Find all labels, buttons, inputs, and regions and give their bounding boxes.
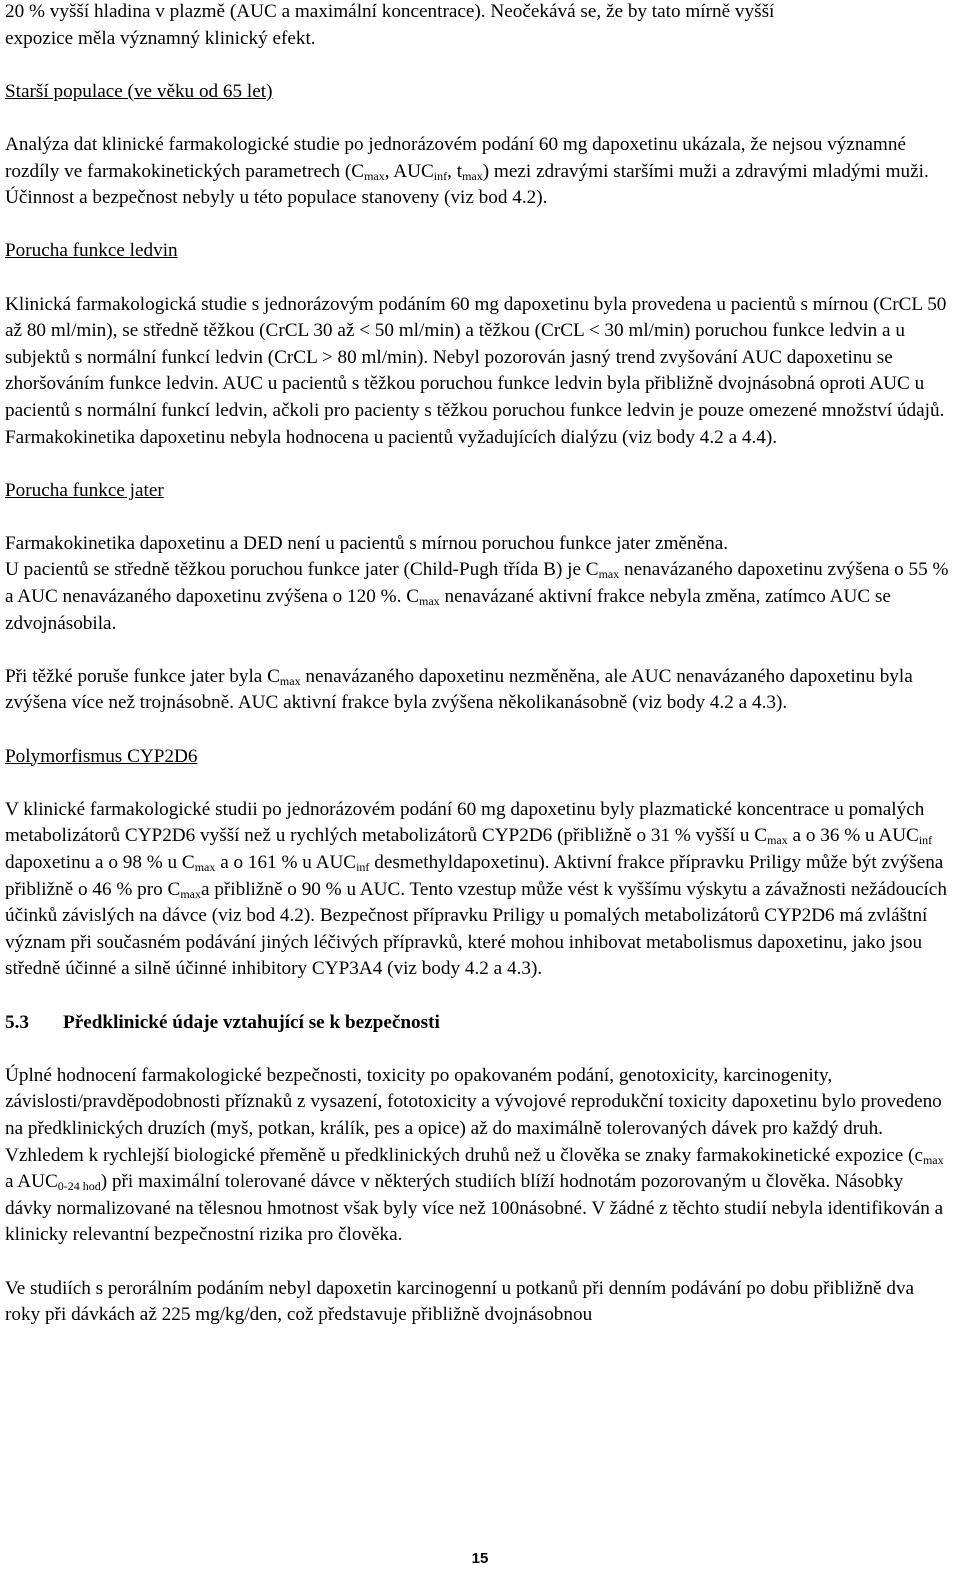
subscript: inf: [356, 860, 370, 874]
intro-line-2: expozice měla významný klinický efekt.: [5, 27, 316, 49]
text-run: Při těžké poruše funkce jater byla C: [5, 665, 280, 687]
text-run: a AUC: [5, 1171, 58, 1193]
subscript: max: [194, 860, 216, 874]
heading-cyp2d6: Polymorfismus CYP2D6: [5, 745, 198, 767]
text-run: , AUC: [384, 160, 434, 182]
text-run: nenavázaného dapoxetinu zvýšena o 55 % a AUC nenavázaného dapoxetinu zvýšena o 120 %. C: [5, 559, 949, 608]
subscript: max: [767, 833, 788, 848]
heading-renal: Porucha funkce ledvin: [5, 240, 178, 262]
section-title: Předklinické údaje vztahující se k bezpečnosti: [63, 1011, 440, 1033]
paragraph-renal: Klinická farmakologická studie s jednorázovým podáním 60 mg dapoxetinu byla provedena u pacientů s mírnou (CrCL 50 až 80 ml/min), se středně těžkou (CrCL 30 až < 50 ml/min) a těžkou (CrCL < 30 ml/min) poruchou funkce ledvin a u subjektů s normální funkcí ledvin (CrCL > 80 ml/min). Nebyl pozorován jasný trend zvyšování AUC dapoxetinu se zhoršováním funkce ledvin. AUC u pacientů s těžkou poruchou funkce ledvin byla přibližně dvojnásobná oproti AUC u pacientů s normální funkcí ledvin, ačkoli pro pacienty s těžkou poruchou funkce ledvin je pouze omezené množství údajů. Farmakokinetika dapoxetinu nebyla hodnocena u pacientů vyžadujících dialýzu (viz body 4.2 a 4.4).: [5, 293, 947, 448]
text-run: ) při maximální tolerované dávce v některých studiích blíží hodnotám pozorovaným u člověka. Násobky dávky normalizované na tělesnou hmotnost však byly více než 100násobné. V žádné z těchto studií nebyla identifikován a klinicky relevantní bezpečnostní rizika pro člověka.: [5, 1171, 944, 1246]
text-run: Farmakokinetika dapoxetinu a DED není u pacientů s mírnou poruchou funkce jater změněna.: [5, 532, 729, 554]
paragraph-elderly: [5, 132, 953, 212]
subscript: max: [922, 1152, 944, 1167]
text-run: nenavázané aktivní frakce nebyla změna, zatímco AUC se zdvojnásobila.: [5, 586, 891, 634]
paragraph-hepatic-2: [5, 664, 953, 717]
paragraph-hepatic-1: [5, 531, 953, 637]
intro-line-1: 20 % vyšší hladina v plazmě (AUC a maximální koncentrace). Neočekává se, že by tato mírně vyšší: [5, 1, 775, 22]
text-run: a o 36 % u AUC: [787, 825, 919, 847]
text-run: U pacientů se středně těžkou poruchou funkce jater (Child-Pugh třída B) je C: [5, 559, 599, 581]
text-run: a přibližně o 90 % u AUC. Tento vzestup může vést k vyššímu výskytu a závažnosti nežádoucích účinků závislých na dávce (viz bod 4.2). Bezpečnost přípravku Priligy u pomalých metabolizátorů CYP2D6 má zvláštní význam při současném podávání jiných léčivých přípravků, které mohou inhibovat metabolismus dapoxetinu, jako jsou středně účinné a silně účinné inhibitory CYP3A4 (viz body 4.2 a 4.3).: [5, 878, 947, 980]
subscript: max: [279, 673, 301, 688]
intro-paragraph: [5, 0, 953, 52]
subscript: 0-24 hod: [57, 1179, 101, 1194]
paragraph-preclinical-2: Ve studiích s perorálním podáním nebyl dapoxetin karcinogenní u potkanů při denním podávání po dobu přibližně dva roky při dávkách až 225 mg/kg/den, což představuje přibližně dvojnásobnou: [5, 1277, 915, 1326]
paragraph-preclinical-1: [5, 1063, 953, 1249]
text-run: Úplné hodnocení farmakologické bezpečnosti, toxicity po opakovaném podání, genotoxicity, karcinogenity, závislosti/pravděpodobnosti příznaků z vysazení, fototoxicity a vývojové reprodukční toxicity dapoxetinu bylo provedeno na předklinických druzích (myš, potkan, králík, pes a opice) až do maximálně tolerovaných dávek pro každý druh. Vzhledem k rychlejší biologické přeměně u předklinických druhů než u člověka se znaky farmakokinetické expozice (c: [5, 1064, 942, 1166]
subscript: max: [462, 168, 483, 183]
heading-hepatic: Porucha funkce jater: [5, 479, 164, 501]
subscript: max: [364, 168, 385, 183]
text-run: V klinické farmakologické studii po jednorázovém podání 60 mg dapoxetinu byly plazmatické koncentrace u pomalých metabolizátorů CYP2D6 vyšší než u rychlých metabolizátorů CYP2D6 (přibližně o 31 % vyšší u C: [5, 798, 925, 847]
text-run: , t: [447, 160, 463, 182]
subscript: max: [598, 567, 620, 582]
text-run: Analýza dat klinické farmakologické studie po jednorázovém podání 60 mg dapoxetinu ukázala, že nejsou významné rozdíly ve farmakokinetických parametrech (C: [5, 133, 906, 182]
subscript: max: [180, 886, 201, 901]
text-run: nenavázaného dapoxetinu nezměněna, ale AUC nenavázaného dapoxetinu byla zvýšena více než trojnásobně. AUC aktivní frakce byla zvýšena několikanásobně (viz body 4.2 a 4.3).: [5, 665, 913, 714]
paragraph-cyp2d6: [5, 797, 953, 983]
section-heading-5-3: [5, 1010, 953, 1037]
section-number: 5.3: [5, 1011, 29, 1033]
heading-elderly: Starší populace (ve věku od 65 let): [5, 80, 273, 102]
page-number: 15: [471, 1550, 489, 1567]
subscript: inf: [918, 833, 933, 848]
text-run: desmethyldapoxetinu). Aktivní frakce přípravku Priligy může být zvýšena přibližně o 46 % pro C: [5, 852, 944, 900]
subscript: inf: [433, 168, 448, 183]
text-run: ) mezi zdravými staršími muži a zdravými mladými muži. Účinnost a bezpečnost nebyly u této populace stanoveny (viz bod 4.2).: [5, 160, 929, 209]
subscript: max: [419, 594, 440, 609]
text-run: a o 161 % u AUC: [215, 852, 357, 873]
text-run: dapoxetinu a o 98 % u C: [5, 852, 195, 873]
